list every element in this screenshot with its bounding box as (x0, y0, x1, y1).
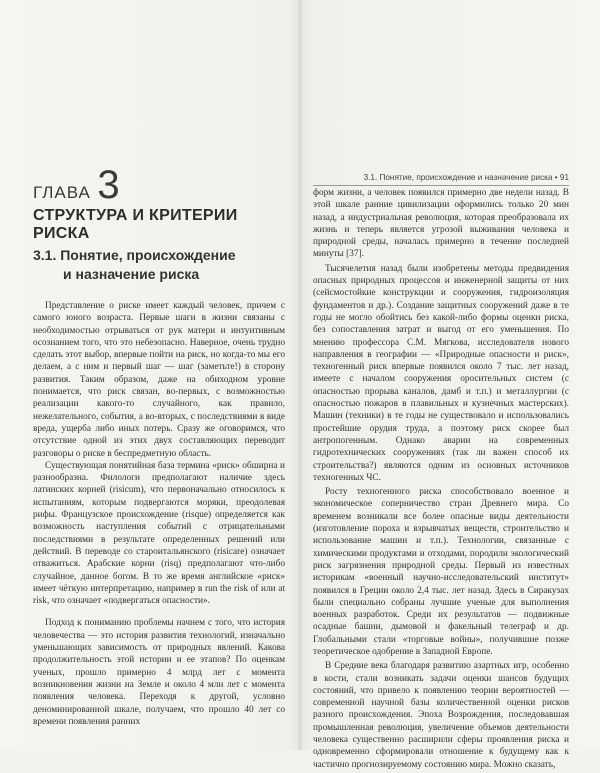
chapter-title: СТРУКТУРА И КРИТЕРИИ РИСКА (33, 207, 238, 242)
left-page-body (33, 300, 285, 728)
section-title-line1: 3.1. Понятие, происхождение (33, 247, 236, 263)
section-title (33, 246, 273, 284)
right-page-body (313, 187, 569, 773)
paragraph: форм жизни, а человек появился примерно две недели назад. В этой шкале ранние цивилизации оформились только 20 мин назад, а индустриальная революция, которая преобразовала их жизнь и теперь является угрозой выживания человека и природной среды, началась примерно в течение последней минуты [37]. (313, 188, 569, 260)
paragraph: Существующая понятийная база термина «риск» обширна и разнообразна. Филологи предполагают наличие здесь латинских корней (risicum), что первоначально относилось к испытаниям, которым подвергаются моряки, преодолевая рифы. Французское происхождение (risque) определяется как возможность наступления событий с отрицательными последствиями в результате определенных решений или действий. В переводе со староитальянского (risicare) означает отважиться. Арабские корни (risq) предполагают что-либо случайное, данное богом. В то же время английское «риск» имеет чёткую интерпретацию, например в run the risk of или at risk, что означает «подвергаться опасности». (33, 460, 285, 607)
book-gutter (297, 0, 303, 750)
running-head: 3.1. Понятие, происхождение и назначение риска • 91 (313, 173, 569, 186)
chapter-heading (33, 165, 120, 205)
paragraph: В Средние века благодаря развитию азартных игр, особенно в кости, стали возникать задачи оценки шансов будущих состояний, что привело к появлению теории вероятностей — современной научной базы количественной оценки рисков разного происхождения. Эпоха Возрождения, последовавшая промышленная революция, увеличение объемов деятельности человека существенно расширили сферы проявления риска и одновременно сформировали отношение к будущему как к частично прогнозируемому состоянию мира. Можно сказать, (313, 661, 569, 770)
paragraph: Представление о риске имеет каждый человек, причем с самого юного возраста. Первые шаги в жизни связаны с необходимостью отрываться от рук матери и интуитивным осознанием того, что это небезопасно. Наверное, очень трудно сделать этот выбор, впервые пойти на риск, но когда-то мы его делаем, а с ним и первый шаг — шаг (заметьте!) в сторону развития. Таким образом, даже на обиходном уровне понимается, что риск связан, во-первых, с возможностью реализации какого-то случайного, как правило, нежелательного, события, а во-вторых, с последствиями в виде вреда, ущерба либо иных потерь. Сразу же оговоримся, что отсутствие одной из этих двух составляющих переводит разговоры о риске в беспредметную область. (33, 301, 285, 459)
paragraph: Подход к пониманию проблемы начнем с того, что история человечества — это история развития технологий, изначально уменьшающих зависимость от природных явлений. Какова продолжительность этой истории и ее этапов? По оценкам ученых, прошло примерно 4 млрд лет с момента возникновения жизни на Земле и около 4 млн лет с момента появления человека. Переходя к другой, условно деноминированной шкале, получаем, что прошло 40 лет со времени появления ранних (33, 618, 285, 727)
chapter-label: ГЛАВА (33, 183, 91, 202)
chapter-number: 3 (97, 163, 120, 207)
paragraph: Тысячелетия назад были изобретены методы предвидения опасных природных процессов и инженерной защиты от них (сейсмостойкие конструкции и сооружения, гидроизоляция фундаментов и др.). Создание защитных сооружений даже в те годы не могло обойтись без какой-либо формы оценки риска, без сопоставления затрат и выгод от его уменьшения. По мнению профессора С.М. Мягкова, исследователя нового направления в географии — «Природные опасности и риск», техногенный риск впервые появился около 7 тыс. лет назад, имеете с началом сооружения оросительных систем (с опасностью прорыва каналов, дамб и т.п.) и металлургии (с опасностью пожаров в плавильных и кузнечных мастерских). Машин (техники) в те годы не существовало и использовались простейшие орудия труда, а поэтому риск скорее был антропогенным. Однако аварии на современных гидротехнических сооружениях (так ли важен способ их строительства?) являются одним из основных источников техногенных ЧС. (313, 263, 569, 483)
paragraph: Росту техногенного риска способствовало военное и экономическое соперничество стран Древнего мира. Со временем возникали все более опасные виды деятельности (изготовление пороха и взрывчатых веществ, строительство и использование машин и т.п.). Технологии, связанные с химическими продуктами и отходами, породили экологический риск загрязнения природной среды. Первый из известных историкам «военный научно-исследовательский институт» появился в Греции около 2,4 тыс. лет назад. Здесь в Сиракузах были специально собраны лучшие ученые для выполнения военных разработок. Среди их результатов — подвижные осадные башни, дымовой и факельный телеграф и др. Глобальными стали «торговые войны», получившие позже теоретическое одобрение в Западной Европе. (313, 487, 569, 657)
section-title-line2: и назначение риска (63, 266, 200, 282)
